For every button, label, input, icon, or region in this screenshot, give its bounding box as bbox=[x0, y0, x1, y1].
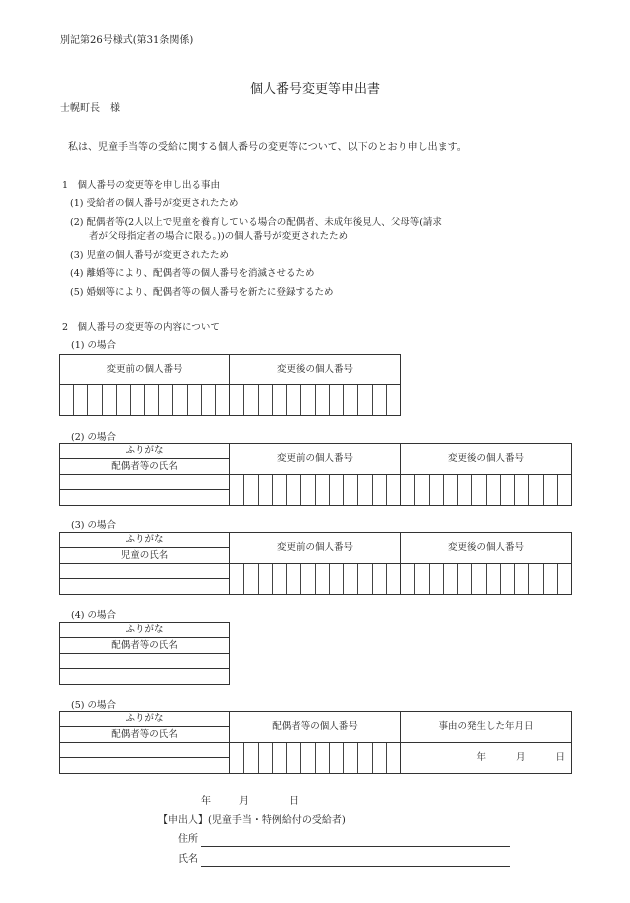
reason-item-continued: 者が父母指定者の場合に限る。))の個人番号が変更されたため bbox=[89, 231, 349, 242]
furigana-input[interactable] bbox=[60, 475, 230, 490]
name-header: 配偶者等の氏名 bbox=[60, 459, 230, 475]
before-number-header: 変更前の個人番号 bbox=[230, 444, 401, 475]
address-field[interactable] bbox=[201, 846, 510, 847]
reason-item: (3) 児童の個人番号が変更されたため bbox=[70, 250, 229, 261]
furigana-header: ふりがな bbox=[60, 623, 230, 638]
applicant-heading: 【申出人】(児童手当・特例給付の受給者) bbox=[158, 815, 346, 826]
after-number-header: 変更後の個人番号 bbox=[401, 533, 572, 564]
reason-item: (1) 受給者の個人番号が変更されたため bbox=[70, 198, 239, 209]
month-label: 月 bbox=[515, 752, 526, 764]
case4-table bbox=[59, 622, 230, 685]
case1-table bbox=[59, 354, 401, 416]
after-number-input[interactable] bbox=[401, 564, 572, 595]
day-label: 日 bbox=[555, 752, 565, 764]
case2-label: (2) の場合 bbox=[71, 432, 116, 443]
before-number-input[interactable] bbox=[230, 564, 401, 595]
footer-month-label: 月 bbox=[239, 796, 249, 807]
document-title: 個人番号変更等申出書 bbox=[249, 82, 380, 97]
furigana-input[interactable] bbox=[60, 654, 230, 669]
before-number-header: 変更前の個人番号 bbox=[60, 355, 230, 385]
spouse-number-input[interactable] bbox=[230, 743, 401, 774]
name-input[interactable] bbox=[60, 490, 230, 506]
before-number-input[interactable] bbox=[230, 475, 401, 506]
after-number-input[interactable] bbox=[230, 385, 401, 416]
name-field[interactable] bbox=[201, 866, 510, 867]
case4-label: (4) の場合 bbox=[71, 610, 116, 621]
case5-label: (5) の場合 bbox=[71, 700, 116, 711]
name-label: 氏名 bbox=[178, 854, 198, 865]
form-number-note: 別記第26号様式(第31条関係) bbox=[60, 35, 194, 46]
furigana-header: ふりがな bbox=[60, 444, 230, 459]
after-number-header: 変更後の個人番号 bbox=[230, 355, 401, 385]
addressee: 士幌町長 様 bbox=[60, 103, 120, 114]
name-input[interactable] bbox=[60, 758, 230, 774]
furigana-header: ふりがな bbox=[60, 533, 230, 548]
intro-statement: 私は、児童手当等の受給に関する個人番号の変更等について、以下のとおり申し出ます。 bbox=[68, 142, 467, 153]
furigana-input[interactable] bbox=[60, 564, 230, 579]
name-header: 児童の氏名 bbox=[60, 548, 230, 564]
before-number-input[interactable] bbox=[60, 385, 230, 416]
event-date-input[interactable] bbox=[401, 743, 572, 774]
reason-item: (2) 配偶者等(2人以上で児童を養育している場合の配偶者、未成年後見人、父母等(請求 bbox=[70, 217, 442, 228]
name-header: 配偶者等の氏名 bbox=[60, 638, 230, 654]
after-number-header: 変更後の個人番号 bbox=[401, 444, 572, 475]
footer-day-label: 日 bbox=[289, 796, 299, 807]
furigana-input[interactable] bbox=[60, 743, 230, 758]
furigana-header: ふりがな bbox=[60, 712, 230, 727]
case1-label: (1) の場合 bbox=[71, 340, 116, 351]
reason-item: (4) 離婚等により、配偶者等の個人番号を消滅させるため bbox=[70, 268, 315, 279]
name-input[interactable] bbox=[60, 669, 230, 685]
section1-title: 1 個人番号の変更等を申し出る事由 bbox=[62, 180, 221, 191]
year-label: 年 bbox=[476, 752, 486, 764]
event-date-header: 事由の発生した年月日 bbox=[401, 712, 572, 743]
spouse-number-header: 配偶者等の個人番号 bbox=[230, 712, 401, 743]
name-header: 配偶者等の氏名 bbox=[60, 727, 230, 743]
name-input[interactable] bbox=[60, 579, 230, 595]
address-label: 住所 bbox=[178, 834, 198, 845]
case2-table bbox=[59, 443, 572, 506]
case5-table bbox=[59, 711, 572, 774]
after-number-input[interactable] bbox=[401, 475, 572, 506]
case3-label: (3) の場合 bbox=[71, 520, 116, 531]
before-number-header: 変更前の個人番号 bbox=[230, 533, 401, 564]
footer-year-label: 年 bbox=[201, 796, 211, 807]
case3-table bbox=[59, 532, 572, 595]
reason-item: (5) 婚姻等により、配偶者等の個人番号を新たに登録するため bbox=[70, 287, 334, 298]
section2-title: 2 個人番号の変更等の内容について bbox=[62, 322, 220, 333]
